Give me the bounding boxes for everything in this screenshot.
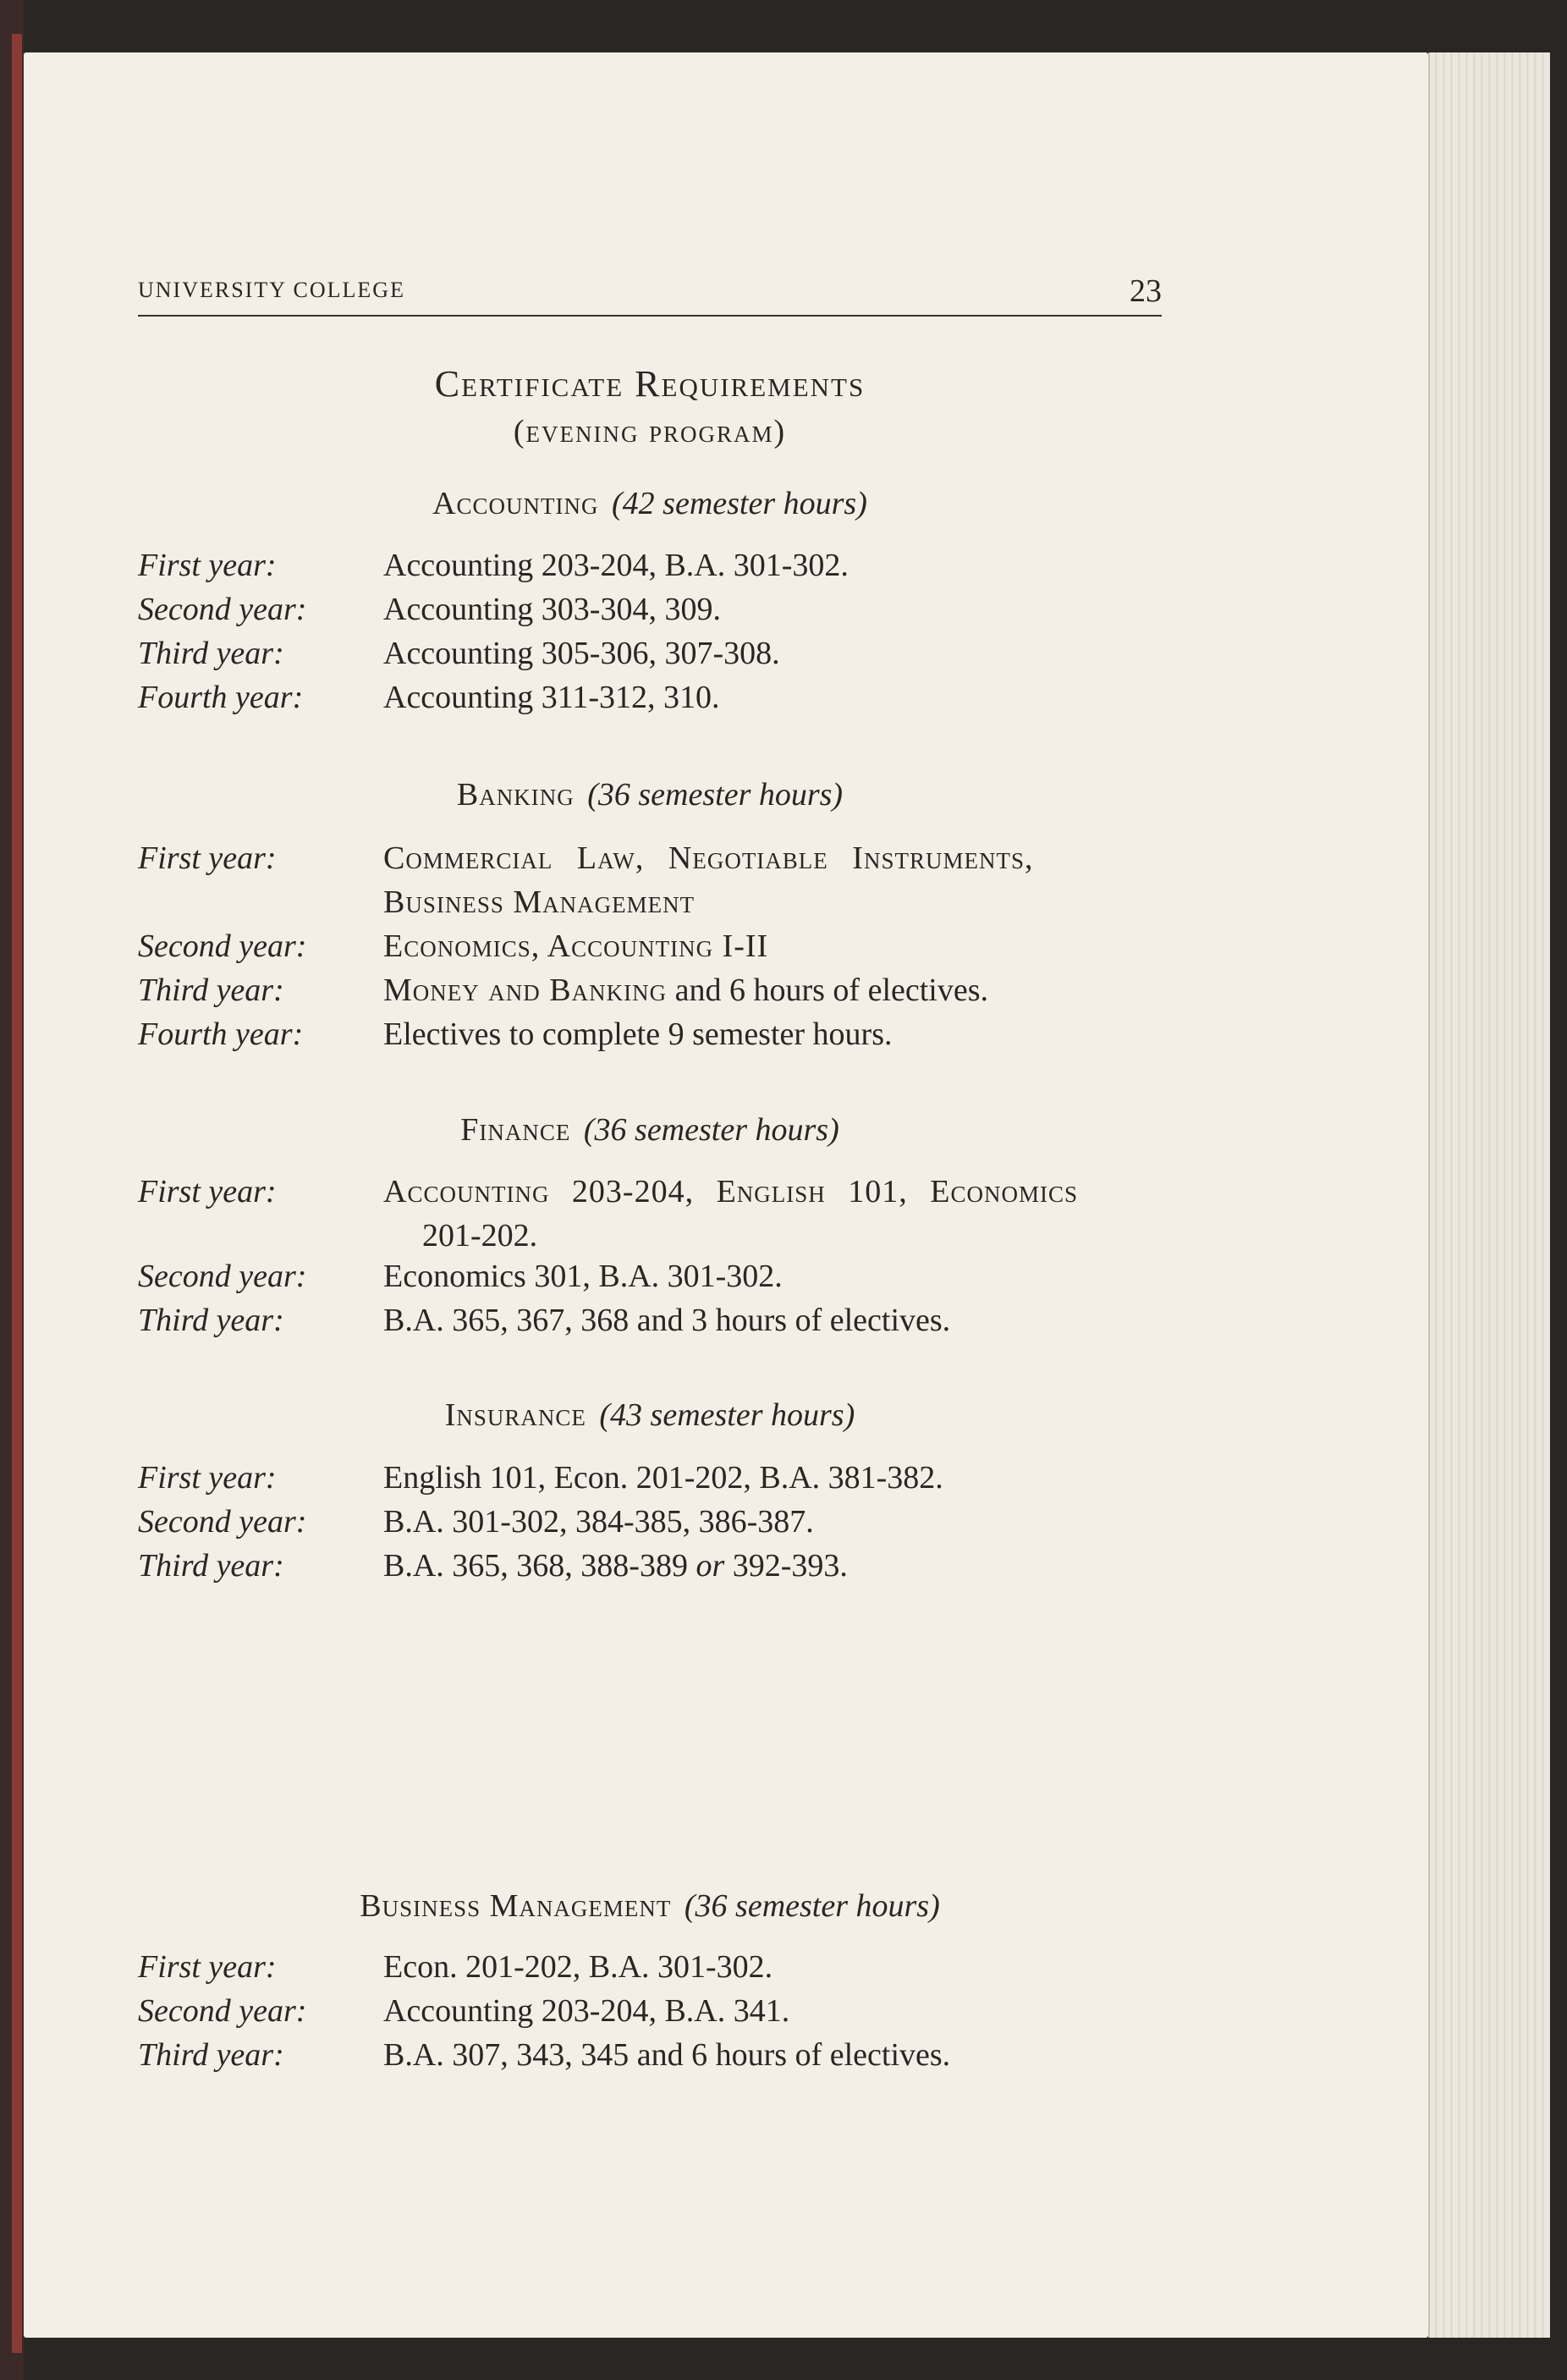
section-hours: (43 semester hours) xyxy=(599,1397,855,1433)
section-heading-accounting xyxy=(138,485,1162,522)
requirement-text: B.A. 365, 367, 368 and 3 hours of electives. xyxy=(383,1303,951,1338)
requirement-or: or xyxy=(696,1548,725,1584)
book-spine-strip xyxy=(12,34,22,2353)
year-label: Second year: xyxy=(138,1504,307,1540)
year-label: Third year: xyxy=(138,636,284,671)
requirement-text: Accounting 305-306, 307-308. xyxy=(383,636,780,671)
year-label: First year: xyxy=(138,1174,277,1209)
year-label: Third year: xyxy=(138,1548,284,1584)
requirement-pre: B.A. 365, 368, 388-389 xyxy=(383,1548,696,1584)
requirement-row xyxy=(138,1170,1170,1258)
year-label: Second year: xyxy=(138,928,307,964)
requirement-text: Econ. 201-202, B.A. 301-302. xyxy=(383,1949,773,1985)
section-name: Banking xyxy=(456,777,575,813)
page-number: 23 xyxy=(1130,273,1162,309)
section-heading-insurance xyxy=(138,1397,1162,1434)
year-label: Third year: xyxy=(138,1303,284,1338)
requirement-text xyxy=(383,836,1170,924)
year-label: First year: xyxy=(138,840,277,876)
year-label: Third year: xyxy=(138,972,284,1008)
section-name: Business Management xyxy=(360,1888,672,1924)
section-name: Accounting xyxy=(432,486,599,521)
requirement-line-2: 201-202. xyxy=(422,1218,538,1253)
year-label: Second year: xyxy=(138,592,307,627)
requirement-line-1: Commercial Law, Negotiable Instruments, xyxy=(383,840,1034,876)
year-label: First year: xyxy=(138,1949,277,1985)
requirement-text: Economics, Accounting I-II xyxy=(383,928,769,964)
section-hours: (42 semester hours) xyxy=(612,486,867,521)
year-label: Second year: xyxy=(138,1993,307,2029)
year-label: First year: xyxy=(138,1460,277,1496)
section-heading-finance xyxy=(138,1111,1162,1149)
year-label: Fourth year: xyxy=(138,1016,304,1052)
requirement-text xyxy=(383,1170,1170,1258)
year-label: First year: xyxy=(138,548,277,583)
course-name: Money and Banking xyxy=(383,972,668,1008)
section-heading-business-management xyxy=(138,1887,1162,1925)
requirement-text: B.A. 307, 343, 345 and 6 hours of electives. xyxy=(383,2037,951,2073)
running-head-title: UNIVERSITY COLLEGE xyxy=(138,278,405,302)
page-stack-edges xyxy=(1428,52,1550,2338)
requirement-text: B.A. 301-302, 384-385, 386-387. xyxy=(383,1504,814,1540)
requirement-text: Economics 301, B.A. 301-302. xyxy=(383,1259,783,1294)
requirement-text: Accounting 303-304, 309. xyxy=(383,592,721,627)
section-name: Insurance xyxy=(444,1397,586,1433)
year-label: Third year: xyxy=(138,2037,284,2073)
section-hours: (36 semester hours) xyxy=(583,1112,839,1148)
section-hours: (36 semester hours) xyxy=(684,1888,940,1924)
running-head xyxy=(138,271,1162,317)
year-label: Fourth year: xyxy=(138,680,304,715)
section-heading-banking xyxy=(138,776,1162,813)
requirement-rest: and 6 hours of electives. xyxy=(667,972,988,1008)
requirement-line-2: Business Management xyxy=(383,884,696,920)
section-hours: (36 semester hours) xyxy=(587,777,844,813)
requirement-text: Accounting 203-204, B.A. 301-302. xyxy=(383,548,849,583)
requirement-line-1: Accounting 203-204, English 101, Economics xyxy=(383,1174,1079,1209)
year-label: Second year: xyxy=(138,1259,307,1294)
requirement-text xyxy=(383,968,1170,1012)
page-subtitle: (evening program) xyxy=(513,414,787,449)
requirement-row xyxy=(138,836,1170,924)
section-name: Finance xyxy=(460,1112,571,1148)
requirement-text: Accounting 311-312, 310. xyxy=(383,680,720,715)
requirement-post: 392-393. xyxy=(724,1548,848,1584)
requirement-text: Accounting 203-204, B.A. 341. xyxy=(383,1993,790,2029)
page-title: Certificate Requirements xyxy=(434,363,866,405)
requirement-text xyxy=(383,1544,1170,1588)
requirement-text: English 101, Econ. 201-202, B.A. 381-382. xyxy=(383,1460,943,1496)
requirement-text: Electives to complete 9 semester hours. xyxy=(383,1016,893,1052)
